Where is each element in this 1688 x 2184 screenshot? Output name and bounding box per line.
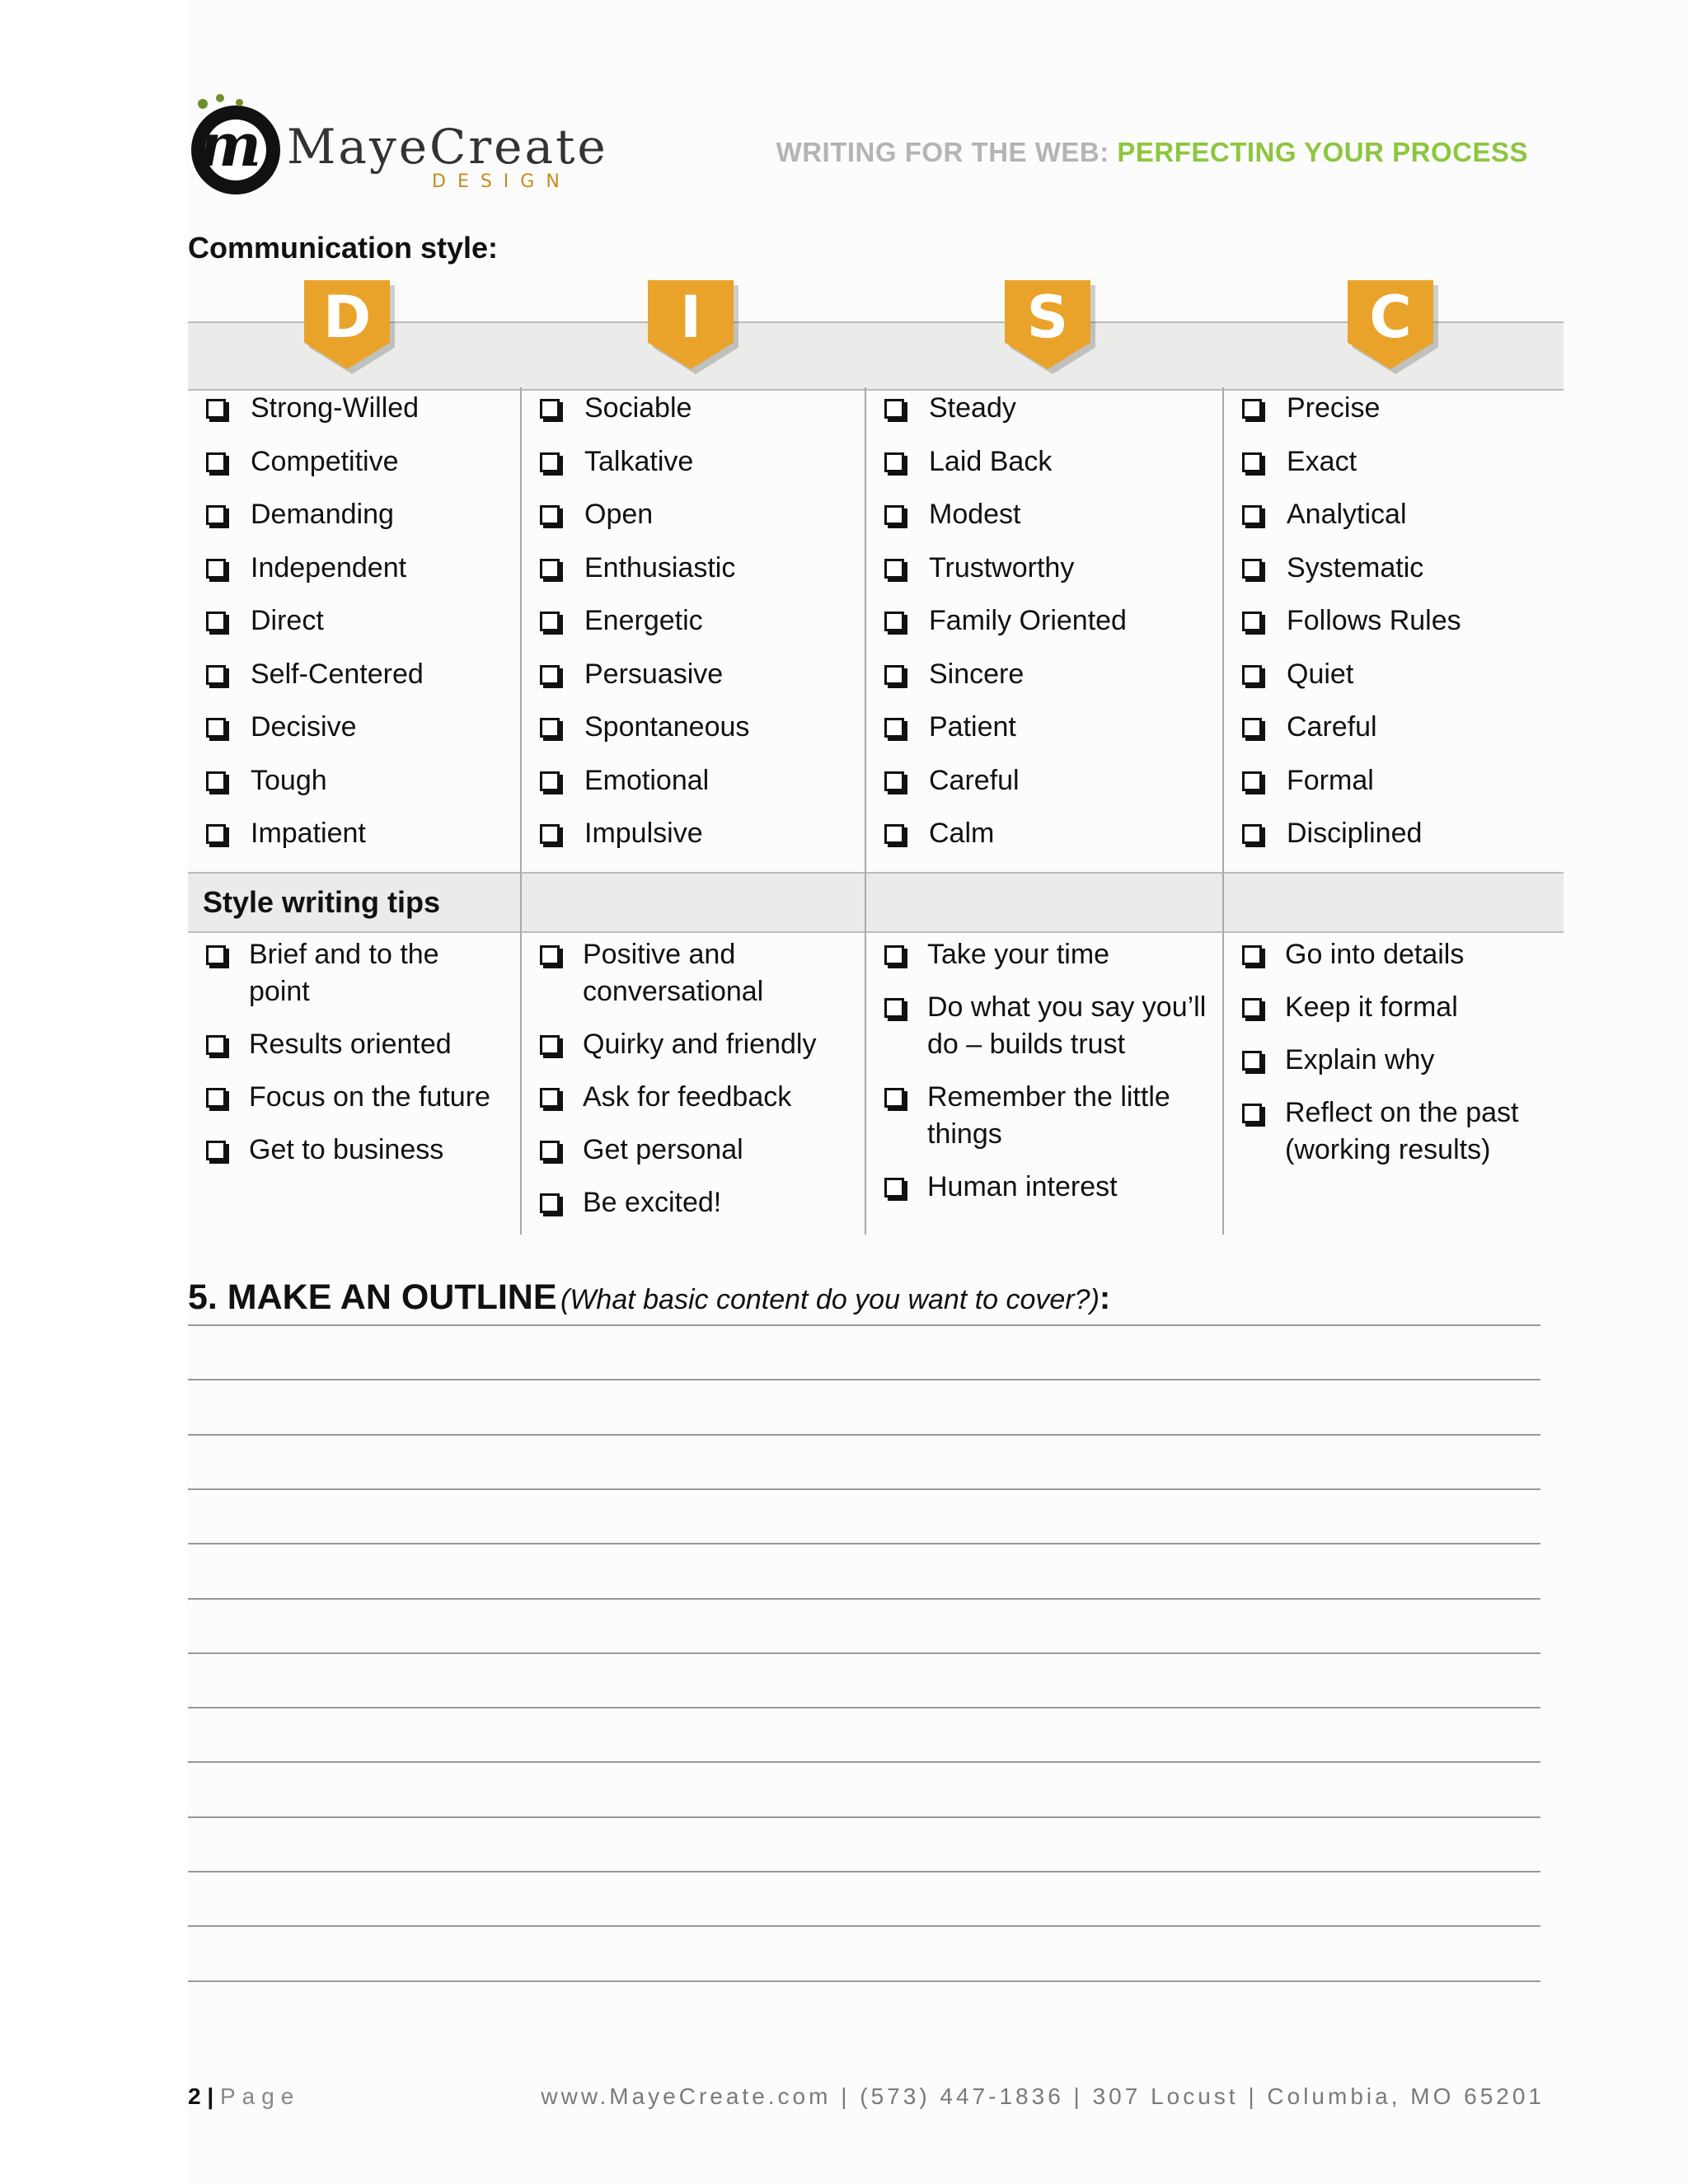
trait-label: Spontaneous xyxy=(584,711,750,743)
trait-label: Modest xyxy=(929,499,1021,530)
header-title-gray: WRITING FOR THE WEB: xyxy=(776,137,1109,167)
checkbox[interactable] xyxy=(540,399,560,419)
trait-label: Enthusiastic xyxy=(584,551,736,583)
tip-label: Do what you say you’ll xyxy=(927,991,1207,1023)
checkbox[interactable] xyxy=(884,771,904,791)
checkbox[interactable] xyxy=(206,1035,226,1055)
checkbox[interactable] xyxy=(1242,612,1262,631)
checkbox[interactable] xyxy=(206,718,226,738)
trait-label: Demanding xyxy=(251,499,394,530)
page-word: Page xyxy=(219,2083,301,2109)
logo-subtitle: DESIGN xyxy=(432,171,571,192)
checkbox[interactable] xyxy=(884,665,904,685)
tip-label: Brief and to the xyxy=(249,939,439,970)
checkbox[interactable] xyxy=(1242,559,1262,579)
trait-label: Energetic xyxy=(584,605,703,636)
logo-dot xyxy=(236,99,243,106)
checkbox[interactable] xyxy=(1242,452,1262,472)
checkbox[interactable] xyxy=(1242,1104,1262,1123)
footer-contact: www.MayeCreate.com | (573) 447-1836 | 307 Locust | Columbia, MO 65201 xyxy=(541,2083,1545,2109)
logo-dot xyxy=(216,94,224,102)
checkbox[interactable] xyxy=(540,559,560,579)
trait-label: Trustworthy xyxy=(929,551,1075,583)
communication-style-label: Communication style: xyxy=(188,231,499,265)
trait-label: Analytical xyxy=(1287,499,1407,530)
tip-label: Quirky and friendly xyxy=(583,1029,817,1060)
footer-page-number xyxy=(188,2083,300,2110)
column-divider xyxy=(865,387,866,1235)
checkbox[interactable] xyxy=(206,505,226,525)
writing-line xyxy=(188,1543,1540,1544)
writing-line xyxy=(188,1488,1540,1490)
logo-mark xyxy=(191,105,280,194)
checkbox[interactable] xyxy=(540,945,560,965)
trait-label: Tough xyxy=(251,764,327,796)
tip-label: Go into details xyxy=(1285,939,1465,970)
checkbox[interactable] xyxy=(540,612,560,631)
writing-line xyxy=(188,1379,1540,1380)
checkbox[interactable] xyxy=(540,505,560,525)
checkbox[interactable] xyxy=(540,1193,560,1213)
trait-label: Impulsive xyxy=(584,818,703,849)
checkbox[interactable] xyxy=(1242,998,1262,1018)
trait-label: Sociable xyxy=(584,392,692,424)
checkbox[interactable] xyxy=(206,1141,226,1160)
checkbox[interactable] xyxy=(1242,665,1262,685)
trait-label: Family Oriented xyxy=(929,605,1127,636)
trait-label: Patient xyxy=(929,711,1016,743)
disc-badge-d xyxy=(304,280,395,374)
checkbox[interactable] xyxy=(884,399,904,419)
tip-label: Explain why xyxy=(1285,1044,1435,1076)
trait-label: Precise xyxy=(1287,392,1381,424)
header-title xyxy=(776,137,1528,168)
checkbox[interactable] xyxy=(540,1141,560,1160)
tip-label: Get to business xyxy=(249,1134,444,1165)
checkbox[interactable] xyxy=(206,665,226,685)
outline-heading: 5. MAKE AN OUTLINE xyxy=(188,1277,557,1317)
trait-label: Careful xyxy=(929,764,1020,796)
tips-header-band xyxy=(188,872,1564,933)
tip-label: Positive and xyxy=(583,939,736,970)
checkbox[interactable] xyxy=(206,771,226,791)
tip-label: Results oriented xyxy=(249,1029,452,1060)
tip-label: things xyxy=(927,1118,1002,1150)
trait-label: Strong-Willed xyxy=(251,392,420,424)
writing-line xyxy=(188,1980,1540,1982)
tip-label: Reflect on the past xyxy=(1285,1097,1519,1128)
tip-label: Remember the little xyxy=(927,1081,1170,1113)
writing-line xyxy=(188,1707,1540,1708)
checkbox[interactable] xyxy=(884,505,904,525)
writing-line xyxy=(188,1816,1540,1818)
logo-name: MayeCreate xyxy=(287,119,608,175)
trait-label: Quiet xyxy=(1287,658,1354,690)
tip-label: Focus on the future xyxy=(249,1081,490,1113)
trait-label: Emotional xyxy=(584,764,710,796)
disc-badge-i xyxy=(648,280,738,374)
tip-label: conversational xyxy=(583,976,764,1007)
checkbox[interactable] xyxy=(540,1035,560,1055)
trait-label: Follows Rules xyxy=(1287,605,1461,636)
trait-label: Systematic xyxy=(1287,551,1424,583)
trait-label: Direct xyxy=(251,605,324,636)
checkbox[interactable] xyxy=(206,399,226,419)
tip-label: point xyxy=(249,976,310,1007)
outline-title xyxy=(188,1277,1110,1318)
disc-badge-s xyxy=(1005,280,1095,374)
checkbox[interactable] xyxy=(1242,945,1262,965)
trait-label: Decisive xyxy=(251,711,357,743)
tip-label: Get personal xyxy=(583,1134,743,1165)
tip-label: Take your time xyxy=(927,939,1110,970)
page-number: 2 xyxy=(188,2083,201,2109)
page-separator: | xyxy=(207,2083,214,2109)
tip-label: Keep it formal xyxy=(1285,991,1458,1023)
checkbox[interactable] xyxy=(540,1088,560,1108)
tip-label: Ask for feedback xyxy=(583,1081,792,1113)
column-divider xyxy=(520,387,522,1235)
trait-label: Calm xyxy=(929,818,995,849)
checkbox[interactable] xyxy=(206,612,226,631)
checkbox[interactable] xyxy=(1242,824,1262,844)
checkbox[interactable] xyxy=(1242,771,1262,791)
mayecreate-logo xyxy=(188,97,608,198)
badge-letter: C xyxy=(1369,284,1412,351)
tip-label: (working results) xyxy=(1285,1134,1491,1165)
checkbox[interactable] xyxy=(206,1088,226,1108)
checkbox[interactable] xyxy=(540,824,560,844)
checkbox[interactable] xyxy=(884,559,904,579)
header-title-green: PERFECTING YOUR PROCESS xyxy=(1117,137,1528,167)
trait-label: Competitive xyxy=(251,445,399,477)
writing-line xyxy=(188,1434,1540,1436)
checkbox[interactable] xyxy=(1242,505,1262,525)
badge-letter: S xyxy=(1026,284,1069,351)
outline-subtitle: (What basic content do you want to cover?) xyxy=(560,1284,1100,1315)
writing-line xyxy=(188,1598,1540,1600)
writing-line xyxy=(188,1761,1540,1763)
checkbox[interactable] xyxy=(540,771,560,791)
checkbox[interactable] xyxy=(884,452,904,472)
writing-line xyxy=(188,1871,1540,1872)
badge-letter: D xyxy=(322,284,372,351)
trait-label: Sincere xyxy=(929,658,1025,690)
checkbox[interactable] xyxy=(1242,1051,1262,1071)
outline-colon: : xyxy=(1099,1280,1111,1316)
checkbox[interactable] xyxy=(884,612,904,631)
trait-label: Formal xyxy=(1287,764,1374,796)
tip-label: do – builds trust xyxy=(927,1029,1126,1060)
writing-line xyxy=(188,1652,1540,1654)
trait-label: Exact xyxy=(1287,445,1357,477)
checkbox[interactable] xyxy=(884,1178,904,1197)
trait-label: Talkative xyxy=(584,445,694,477)
tip-label: Human interest xyxy=(927,1171,1118,1202)
trait-label: Steady xyxy=(929,392,1016,424)
badge-letter: I xyxy=(679,284,702,351)
trait-label: Impatient xyxy=(251,818,366,849)
checkbox[interactable] xyxy=(206,559,226,579)
tips-label: Style writing tips xyxy=(203,885,441,919)
checkbox[interactable] xyxy=(884,998,904,1018)
checkbox[interactable] xyxy=(206,452,226,472)
trait-label: Disciplined xyxy=(1287,818,1423,849)
trait-label: Careful xyxy=(1287,711,1377,743)
checkbox[interactable] xyxy=(884,1088,904,1108)
tip-label: Be excited! xyxy=(583,1187,722,1218)
writing-line xyxy=(188,1324,1540,1326)
disc-table xyxy=(188,284,1564,1235)
trait-label: Laid Back xyxy=(929,445,1053,477)
checkbox[interactable] xyxy=(884,824,904,844)
disc-badge-c xyxy=(1348,280,1438,374)
trait-label: Independent xyxy=(251,551,407,583)
checkbox[interactable] xyxy=(884,718,904,738)
checkbox[interactable] xyxy=(206,945,226,965)
checkbox[interactable] xyxy=(884,945,904,965)
checkbox[interactable] xyxy=(540,665,560,685)
checkbox[interactable] xyxy=(540,718,560,738)
checkbox[interactable] xyxy=(540,452,560,472)
checkbox[interactable] xyxy=(1242,718,1262,738)
writing-line xyxy=(188,1925,1540,1927)
trait-label: Persuasive xyxy=(584,658,724,690)
logo-letter: m xyxy=(198,110,262,180)
trait-label: Open xyxy=(584,499,654,530)
column-divider xyxy=(1222,387,1224,1235)
checkbox[interactable] xyxy=(1242,399,1262,419)
logo-dot xyxy=(198,99,208,109)
trait-label: Self-Centered xyxy=(251,658,424,690)
checkbox[interactable] xyxy=(206,824,226,844)
